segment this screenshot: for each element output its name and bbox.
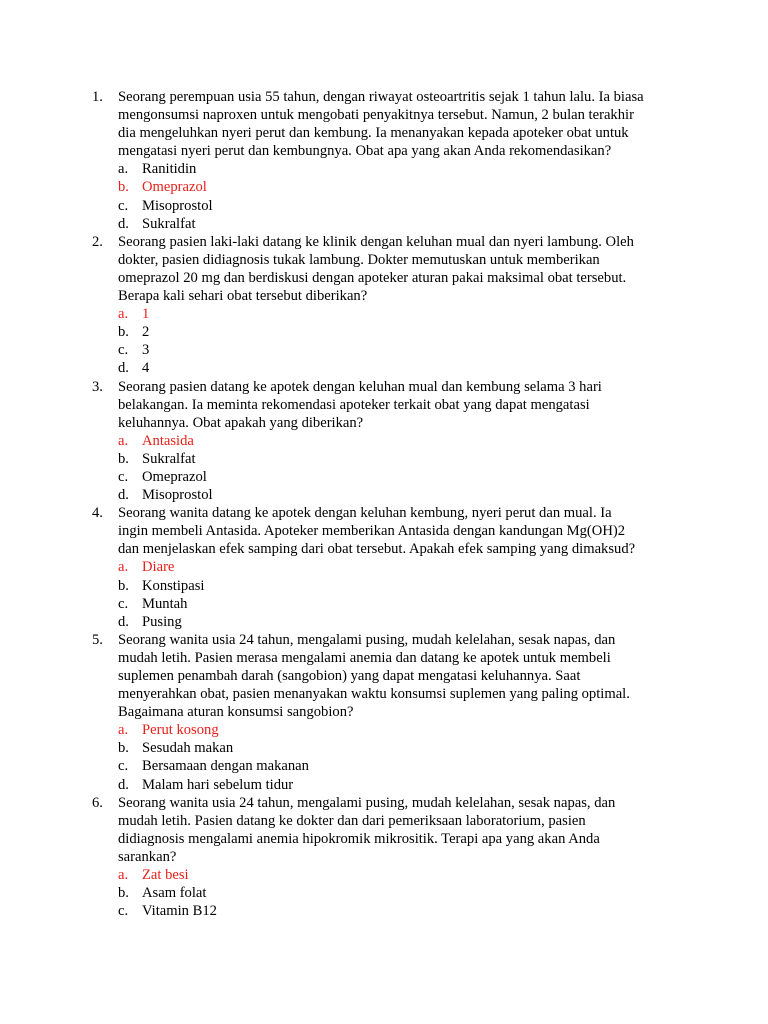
option-label: b.	[118, 885, 129, 902]
option-text: Malam hari sebelum tidur	[142, 776, 294, 793]
question-text-line: Seorang wanita usia 24 tahun, mengalami pusing, mudah kelelahan, sesak napas, dan	[118, 631, 616, 648]
question-text-line: omeprazol 20 mg dan berdiskusi dengan apoteker aturan pakai maksimal obat tersebut.	[118, 269, 627, 286]
question-item	[92, 504, 692, 631]
question-text-line: dia mengeluhkan nyeri perut dan kembung. Ia menanyakan kepada apoteker obat untuk	[118, 125, 629, 142]
question-text-line: belakangan. Ia meminta rekomendasi apoteker terkait obat yang dapat mengatasi	[118, 396, 590, 413]
answer-option	[118, 197, 692, 215]
answer-option-correct	[118, 866, 692, 884]
question-text-line: menyerahkan obat, pasien menanyakan waktu konsumsi suplemen yang paling optimal.	[118, 686, 630, 703]
question-text	[118, 631, 692, 721]
answer-option	[118, 595, 692, 613]
option-text: Bersamaan dengan makanan	[142, 758, 309, 775]
option-text: Misoprostol	[142, 197, 213, 214]
question-text-line: keluhannya. Obat apakah yang diberikan?	[118, 414, 364, 431]
option-text: Misoprostol	[142, 487, 213, 504]
option-label: d.	[118, 215, 129, 232]
question-text-line: sarankan?	[118, 848, 177, 865]
answer-options	[118, 160, 692, 232]
option-text: Sesudah makan	[142, 740, 234, 757]
answer-option	[118, 757, 692, 775]
answer-options	[118, 721, 692, 793]
question-text-line: Seorang pasien laki-laki datang ke klinik dengan keluhan mual dan nyeri lambung. Oleh	[118, 233, 634, 250]
question-number: 1.	[92, 89, 103, 105]
answer-option	[118, 776, 692, 794]
question-number: 2.	[92, 233, 103, 250]
option-label: b.	[118, 740, 129, 757]
option-text: Ranitidin	[142, 161, 197, 178]
answer-option	[118, 341, 692, 359]
question-number: 6.	[92, 794, 103, 811]
question-text-line: mudah letih. Pasien merasa mengalami anemia dan datang ke apotek untuk membeli	[118, 649, 611, 666]
option-label: a.	[118, 306, 129, 323]
option-label: b.	[118, 450, 129, 467]
answer-option	[118, 215, 692, 233]
question-item	[92, 378, 692, 505]
question-list	[92, 88, 692, 920]
question-item	[92, 233, 692, 378]
question-text-line: Seorang perempuan usia 55 tahun, dengan riwayat osteoartritis sejak 1 tahun lalu. Ia biasa	[118, 89, 644, 105]
question-text-line: dokter, pasien didiagnosis tukak lambung. Dokter memutuskan untuk memberikan	[118, 251, 600, 268]
answer-option	[118, 577, 692, 595]
question-text	[118, 233, 692, 305]
option-text: 2	[142, 324, 150, 341]
option-label: b.	[118, 324, 129, 341]
answer-option	[118, 323, 692, 341]
option-text: Omeprazol	[142, 179, 207, 196]
question-text-line: didiagnosis mengalami anemia hipokromik mikrositik. Terapi apa yang akan Anda	[118, 830, 600, 847]
option-text: Omeprazol	[142, 468, 207, 485]
option-label: c.	[118, 342, 129, 359]
question-text-line: Bagaimana aturan konsumsi sangobion?	[118, 704, 354, 721]
option-text: Sukralfat	[142, 215, 196, 232]
option-label: c.	[118, 758, 129, 775]
answer-options	[118, 305, 692, 377]
question-number: 5.	[92, 631, 103, 648]
option-text: Konstipasi	[142, 577, 205, 594]
question-text-line: dan menjelaskan efek samping dari obat tersebut. Apakah efek samping yang dimaksud?	[118, 541, 636, 558]
option-label: c.	[118, 197, 129, 214]
option-label: b.	[118, 577, 129, 594]
option-text: Antasida	[142, 432, 194, 449]
answer-option-correct	[118, 558, 692, 576]
option-label: d.	[118, 776, 129, 793]
option-text: Muntah	[142, 595, 188, 612]
answer-option	[118, 902, 692, 920]
option-text: Diare	[142, 559, 175, 576]
question-text-line: mengonsumsi naproxen untuk mengobati penyakitnya tersebut. Namun, 2 bulan terakhir	[118, 107, 634, 124]
answer-option	[118, 468, 692, 486]
option-text: 1	[142, 306, 150, 323]
answer-option	[118, 884, 692, 902]
option-text: Vitamin B12	[142, 903, 217, 920]
question-text-line: suplemen penambah darah (sangobion) yang dapat mengatasi keluhannya. Saat	[118, 668, 581, 684]
option-label: a.	[118, 432, 129, 449]
question-text-line: mudah letih. Pasien datang ke dokter dan dari pemeriksaan laboratorium, pasien	[118, 812, 586, 829]
answer-options	[118, 432, 692, 504]
question-item	[92, 794, 692, 921]
answer-option-correct	[118, 721, 692, 739]
question-text-line: mengatasi nyeri perut dan kembungnya. Obat apa yang akan Anda rekomendasikan?	[118, 143, 612, 160]
answer-option	[118, 160, 692, 178]
answer-option	[118, 359, 692, 377]
option-text: 3	[142, 342, 150, 359]
answer-option	[118, 486, 692, 504]
option-text: Zat besi	[142, 867, 189, 884]
option-text: Sukralfat	[142, 450, 196, 467]
answer-option-correct	[118, 305, 692, 323]
question-text	[118, 88, 692, 160]
answer-option-correct	[118, 432, 692, 450]
option-label: a.	[118, 722, 129, 739]
question-text-line: Seorang pasien datang ke apotek dengan keluhan mual dan kembung selama 3 hari	[118, 378, 602, 395]
question-text-line: Seorang wanita usia 24 tahun, mengalami pusing, mudah kelelahan, sesak napas, dan	[118, 794, 616, 811]
answer-option	[118, 613, 692, 631]
question-text-line: Berapa kali sehari obat tersebut diberikan?	[118, 288, 368, 305]
option-label: a.	[118, 867, 129, 884]
question-text-line: ingin membeli Antasida. Apoteker memberikan Antasida dengan kandungan Mg(OH)2	[118, 523, 626, 540]
answer-options	[118, 558, 692, 630]
question-text	[118, 504, 692, 558]
option-label: c.	[118, 595, 129, 612]
answer-options	[118, 866, 692, 920]
question-text	[118, 794, 692, 866]
option-label: a.	[118, 559, 129, 576]
question-number: 3.	[92, 378, 103, 395]
question-text-line: Seorang wanita datang ke apotek dengan keluhan kembung, nyeri perut dan mual. Ia	[118, 505, 612, 522]
question-item	[92, 88, 692, 233]
option-label: d.	[118, 613, 129, 630]
answer-option	[118, 450, 692, 468]
option-text: Asam folat	[142, 885, 207, 902]
question-item	[92, 631, 692, 794]
option-label: d.	[118, 360, 129, 377]
option-label: a.	[118, 161, 129, 178]
option-label: d.	[118, 487, 129, 504]
option-text: Pusing	[142, 613, 182, 630]
option-text: Perut kosong	[142, 722, 219, 739]
question-text	[118, 378, 692, 432]
option-label: c.	[118, 468, 129, 485]
answer-option-correct	[118, 178, 692, 196]
option-label: b.	[118, 179, 129, 196]
option-label: c.	[118, 903, 129, 920]
option-text: 4	[142, 360, 150, 377]
question-number: 4.	[92, 505, 103, 522]
answer-option	[118, 739, 692, 757]
